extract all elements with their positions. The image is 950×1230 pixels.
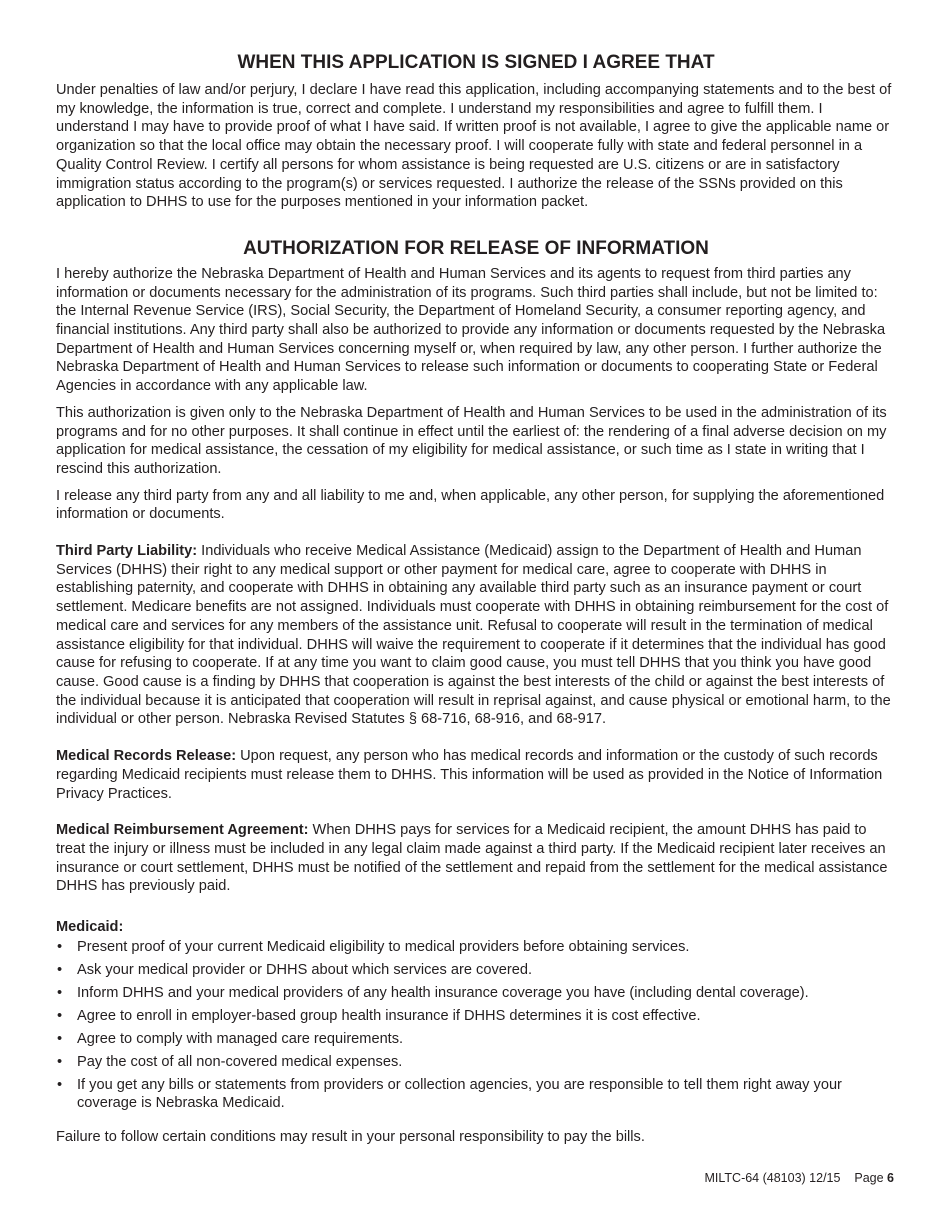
page-label: Page bbox=[854, 1171, 884, 1185]
list-item: • Agree to comply with managed care requirements. bbox=[57, 1030, 404, 1047]
bullet-icon: • bbox=[57, 961, 63, 978]
bullet-icon: • bbox=[57, 1007, 63, 1024]
list-item: • Ask your medical provider or DHHS about which services are covered. bbox=[57, 961, 533, 978]
page-number: 6 bbox=[887, 1171, 894, 1185]
agree-paragraph: Under penalties of law and/or perjury, I declare I have read this application, including accompanying statements and to the best of my knowledge, the information is true, correct and complete. I understand my responsibilities and agree to fulfill them. I understand I may have to provide proof of what I have said. If written proof is not available, I agree to give the applicable name or organization so that the local office may obtain the necessary proof. I will cooperate fully with state and federal personnel in a Quality Control Review. I certify all persons for whom assistance is being requested are U.S. citizens or are in satisfactory immigration status according to the program(s) or services requested. I authorize the release of the SSNs provided on this application to DHHS to use for the purposes mentioned in your information packet. bbox=[56, 82, 892, 211]
bullet-icon: • bbox=[57, 938, 63, 955]
list-item: • Agree to enroll in employer-based group health insurance if DHHS determines it is cost effective. bbox=[57, 1007, 701, 1024]
third-party-liability-label: Third Party Liability: bbox=[56, 543, 198, 560]
authorization-paragraph-3: I release any third party from any and all liability to me and, when applicable, any other person, for supplying the aforementioned information or documents. bbox=[56, 487, 885, 523]
page-footer bbox=[705, 1171, 895, 1185]
list-item: • Present proof of your current Medicaid eligibility to medical providers before obtaining services. bbox=[57, 938, 690, 955]
document-page bbox=[56, 52, 896, 1147]
authorization-paragraph-1: I hereby authorize the Nebraska Department of Health and Human Services and its agents to request from third parties any information or documents necessary for the administration of its programs. Such third parties shall include, but not be limited to: the Internal Revenue Service (IRS), Social Security, the Department of Homeland Security, a consumer reporting agency, and financial institutions. Any third party shall also be authorized to provide any information or documents requested by the Nebraska Department of Health and Human Services concerning myself or, when required by law, any other person. I further authorize the Nebraska Department of Health and Human Services to release such information or documents to cooperating State or Federal Agencies in accordance with any applicable law. bbox=[56, 265, 886, 395]
authorization-heading: AUTHORIZATION FOR RELEASE OF INFORMATION bbox=[243, 237, 709, 259]
list-item: • Pay the cost of all non-covered medical expenses. bbox=[57, 1053, 403, 1070]
bullet-icon: • bbox=[57, 984, 63, 1001]
third-party-liability-text: Individuals who receive Medical Assistance (Medicaid) assign to the Department of Health and Human Services (DHHS) their right to any medical support or other payment for medical care, agree to cooperate with DHHS in establishing paternity, and cooperate with DHHS in obtaining any available third party such as an insurance payment or court settlement. Medicare benefits are not assigned. Individuals must cooperate with DHHS in obtaining reimbursement for the cost of medical care and services for any members of the assistance unit. Refusal to cooperate will result in the termination of medical assistance eligibility for that individual. DHHS will waive the requirement to cooperate if it determines that the individual has good cause for refusing to cooperate. If at any time you want to claim good cause, you must tell DHHS that you think you have good cause. Good cause is a finding by DHHS that cooperation is against the best interests of the child or against the best interests of the individual because it is anticipated that cooperation will result in reprisal against, and cause physical or emotional harm, to the individual or other person. Nebraska Revised Statutes § 68-716, 68-916, and 68-917. bbox=[56, 543, 891, 728]
reimbursement-label: Medical Reimbursement Agreement: bbox=[56, 822, 309, 839]
list-item: • Inform DHHS and your medical providers of any health insurance coverage you have (including dental coverage). bbox=[57, 984, 809, 1001]
list-item: • If you get any bills or statements from providers or collection agencies, you are responsible to tell them right away your coverage is Nebraska Medicaid. bbox=[57, 1076, 842, 1112]
reimbursement-paragraph bbox=[56, 821, 896, 896]
authorization-paragraph-2: This authorization is given only to the Nebraska Department of Health and Human Services to be used in the administration of its programs and for no other purposes. It shall continue in effect until the earliest of: the rendering of a final adverse decision on my application for medical assistance, the cessation of my eligibility for medical assistance, or such time as I state in writing that I rescind this authorization. bbox=[56, 404, 887, 477]
bullet-icon: • bbox=[57, 1053, 63, 1070]
bullet-icon: • bbox=[57, 1030, 63, 1047]
medical-records-paragraph bbox=[56, 747, 896, 803]
reimbursement-text: When DHHS pays for services for a Medicaid recipient, the amount DHHS has paid to treat the injury or illness must be included in any legal claim made against a third party. If the Medicaid recipient later receives an insurance or court settlement, DHHS must be notified of the settlement and repaid from the settlement for the medical assistance DHHS has previously paid. bbox=[56, 822, 888, 895]
bullet-icon: • bbox=[57, 1076, 63, 1093]
form-id: MILTC-64 (48103) 12/15 bbox=[704, 1171, 841, 1185]
third-party-liability-paragraph bbox=[56, 542, 896, 729]
closing-statement: Failure to follow certain conditions may result in your personal responsibility to pay the bills. bbox=[56, 1129, 645, 1146]
medical-records-label: Medical Records Release: bbox=[56, 748, 237, 765]
medicaid-list bbox=[56, 938, 896, 1113]
agree-heading: WHEN THIS APPLICATION IS SIGNED I AGREE THAT bbox=[237, 52, 715, 73]
medicaid-heading: Medicaid: bbox=[56, 919, 124, 936]
medical-records-text: Upon request, any person who has medical records and information or the custody of such records regarding Medicaid recipients must release them to DHHS. This information will be used as provided in the Notice of Information Privacy Practices. bbox=[56, 748, 883, 802]
